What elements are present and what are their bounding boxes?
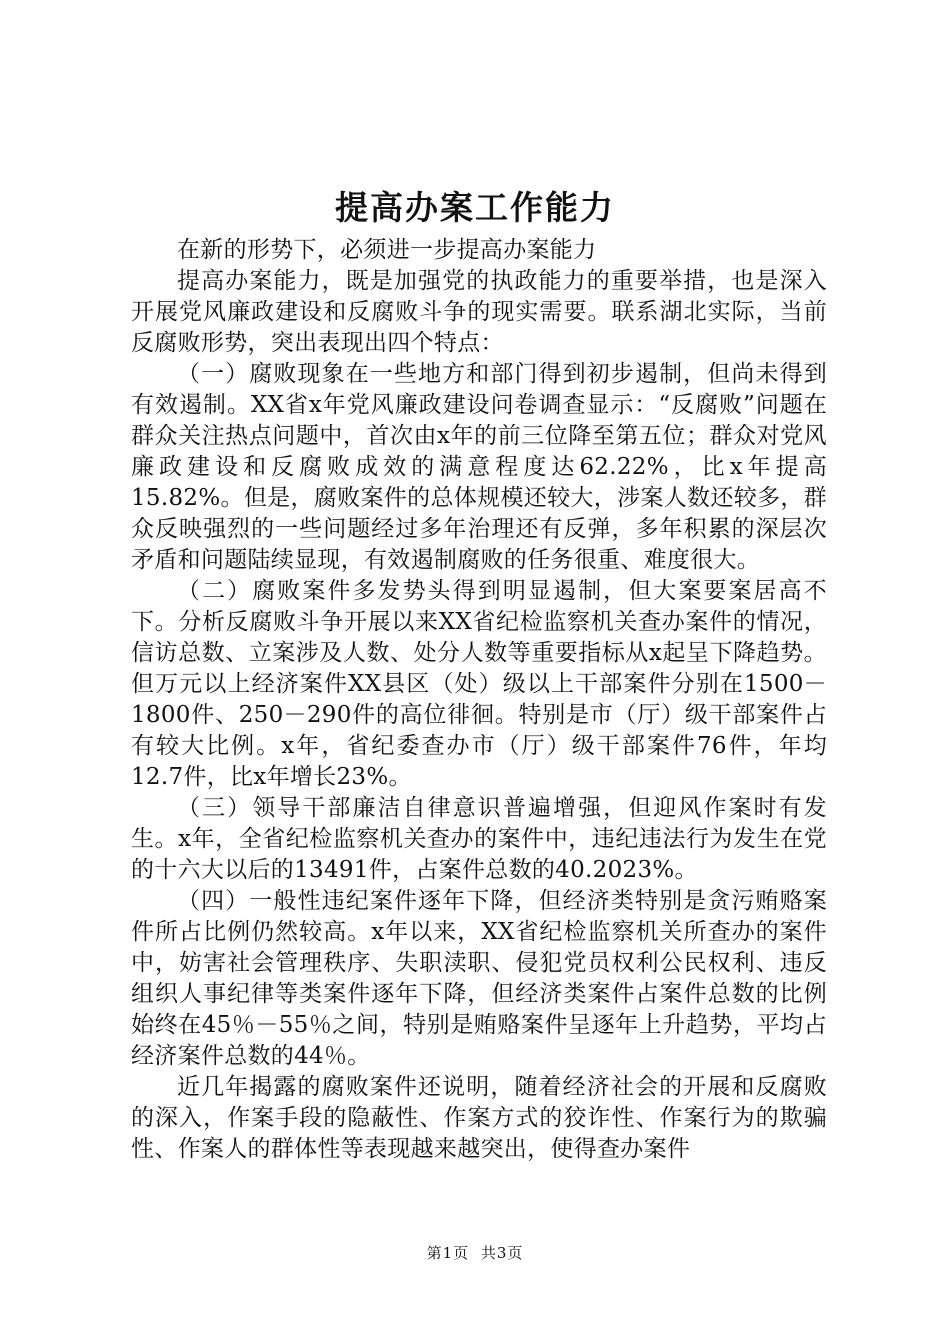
page-title: 提高办案工作能力	[335, 188, 615, 227]
paragraph-point-1: （一）腐败现象在一些地方和部门得到初步遏制，但尚未得到有效遏制。XX省x年党风廉政建设问卷调查显示：“反腐败”问题在群众关注热点问题中，首次由x年的前三位降至第五位；群众对党风廉政建设和反腐败成效的满意程度达62.22%，比x年提高15.82%。但是，腐败案件的总体规模还较大，涉案人数还较多，群众反映强烈的一些问题经过多年治理还有反弹，多年积累的深层次矛盾和问题陆续显现，有效遏制腐败的任务很重、难度很大。	[131, 361, 827, 573]
paragraph-point-2: （二）腐败案件多发势头得到明显遏制，但大案要案居高不下。分析反腐败斗争开展以来XX省纪检监察机关查办案件的情况，信访总数、立案涉及人数、处分人数等重要指标从x起呈下降趋势。但万元以上经济案件XX县区（处）级以上干部案件分别在1500－1800件、250－290件的高位徘徊。特别是市（厅）级干部案件占有较大比例。x年，省纪委查办市（厅）级干部案件76件，年均12.7件，比x年增长23%。	[131, 578, 827, 790]
paragraph-overview: 提高办案能力，既是加强党的执政能力的重要举措，也是深入开展党风廉政建设和反腐败斗争的现实需要。联系湖北实际，当前反腐败形势，突出表现出四个特点：	[131, 268, 827, 356]
page-total: 共3页	[480, 1244, 524, 1262]
page-number: 第1页	[426, 1244, 470, 1262]
paragraph-point-4: （四）一般性违纪案件逐年下降，但经济类特别是贪污贿赂案件所占比例仍然较高。x年以来，XX省纪检监察机关所查办的案件中，妨害社会管理秩序、失职渎职、侵犯党员权利公民权利、违反组织人事纪律等类案件逐年下降，但经济类案件占案件总数的比例始终在45％－55％之间，特别是贿赂案件呈逐年上升趋势，平均占经济案件总数的44％。	[131, 888, 827, 1069]
paragraph-point-3: （三）领导干部廉洁自律意识普遍增强，但迎风作案时有发生。x年，全省纪检监察机关查办的案件中，违纪违法行为发生在党的十六大以后的13491件，占案件总数的40.2023%。	[131, 795, 827, 883]
page-footer	[0, 1242, 950, 1264]
document-body	[131, 235, 827, 1165]
paragraph-conclusion: 近几年揭露的腐败案件还说明，随着经济社会的开展和反腐败的深入，作案手段的隐蔽性、作案方式的狡诈性、作案行为的欺骗性、作案人的群体性等表现越来越突出，使得查办案件	[131, 1074, 827, 1162]
paragraph-intro: 在新的形势下，必须进一步提高办案能力	[177, 237, 597, 263]
